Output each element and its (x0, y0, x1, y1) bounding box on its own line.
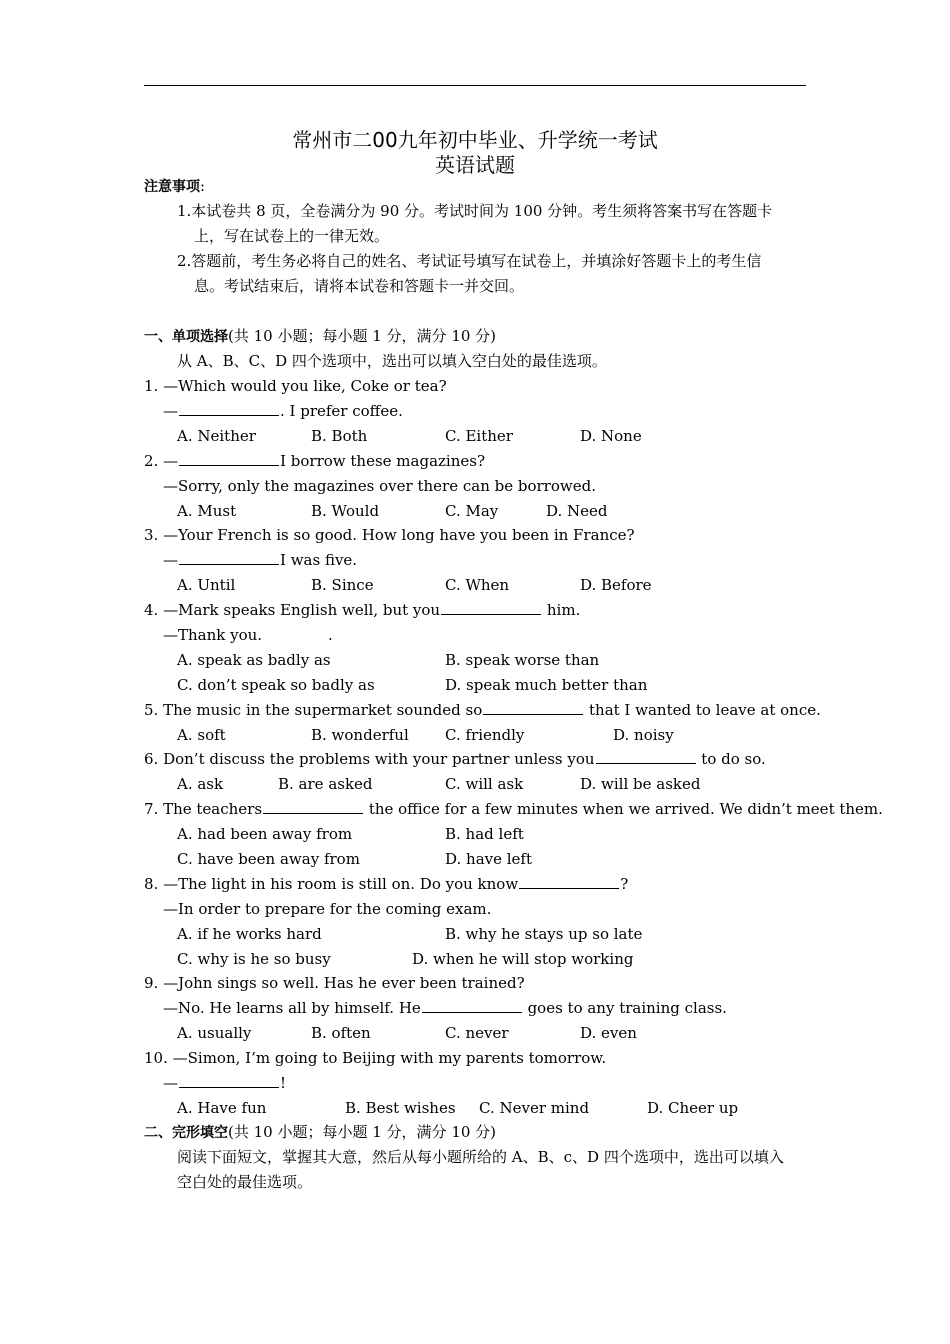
q3-response-text: I was five. (280, 551, 358, 569)
section2-heading (144, 1122, 496, 1143)
section1-heading (144, 326, 496, 347)
q4-option-c: C. don’t speak so badly as (177, 676, 375, 694)
q2-stem (144, 451, 485, 471)
exam-subtitle: 英语试题 (435, 153, 515, 177)
section1-note: (共 10 小题；每小题 1 分，满分 10 分) (228, 327, 497, 345)
q6-stem (144, 749, 766, 769)
q4-option-a: A. speak as badly as (177, 651, 331, 669)
q8-stem-text: 8. —The light in his room is still on. Do you know (144, 875, 519, 893)
q2-option-a: A. Must (177, 502, 237, 520)
q9-option-d: D. even (580, 1024, 637, 1042)
q9-response (163, 998, 727, 1018)
q7-option-c: C. have been away from (177, 850, 360, 868)
q3-stem: 3. —Your French is so good. How long have you been in France? (144, 526, 635, 544)
q1-option-c: C. Either (445, 427, 513, 445)
q3-dash: — (163, 551, 178, 569)
q1-blank (179, 401, 279, 416)
section2-note: (共 10 小题；每小题 1 分，满分 10 分) (228, 1123, 497, 1141)
q4-blank (441, 600, 541, 615)
q9-response-text: —No. He learns all by himself. He (163, 999, 421, 1017)
q4-stem-text: 4. —Mark speaks English well, but you (144, 601, 441, 619)
q2-stem-text: I borrow these magazines? (280, 452, 485, 470)
q8-stem-end: ? (620, 875, 629, 893)
q8-stem (144, 874, 628, 894)
q8-option-a: A. if he works hard (177, 925, 322, 943)
q9-option-b: B. often (311, 1024, 371, 1042)
q4-stem (144, 600, 580, 620)
q7-blank (263, 799, 363, 814)
section1-instruction: 从 A、B、C、D 四个选项中，选出可以填入空白处的最佳选项。 (177, 352, 607, 370)
q5-stem-text: 5. The music in the supermarket sounded so (144, 701, 483, 719)
q4-option-d: D. speak much better than (445, 676, 648, 694)
q1-dash: — (163, 402, 178, 420)
q10-response-end: ! (280, 1074, 287, 1092)
q1-response-text: . I prefer coffee. (280, 402, 403, 420)
notice-colon: : (200, 177, 206, 195)
q2-option-c: C. May (445, 502, 499, 520)
section1-title: 一、单项选择 (144, 329, 228, 345)
q5-option-b: B. wonderful (311, 726, 409, 744)
q5-blank (483, 700, 583, 715)
q2-blank (179, 451, 279, 466)
q10-stem: 10. —Simon, I’m going to Beijing with my parents tomorrow. (144, 1049, 607, 1067)
q3-blank (179, 550, 279, 565)
q6-option-d: D. will be asked (580, 775, 701, 793)
q8-option-c: C. why is he so busy (177, 950, 331, 968)
q2-option-d: D. Need (546, 502, 608, 520)
q8-blank (519, 874, 619, 889)
q6-stem-text: 6. Don’t discuss the problems with your partner unless you (144, 750, 595, 768)
q1-stem: 1. —Which would you like, Coke or tea? (144, 377, 447, 395)
q1-option-a: A. Neither (177, 427, 256, 445)
q6-stem-end: to do so. (696, 750, 766, 768)
notice-item1-line1: 1.本试卷共 8 页，全卷满分为 90 分。考试时间为 100 分钟。考生须将答案书写在答题卡 (177, 202, 773, 220)
q9-option-c: C. never (445, 1024, 509, 1042)
q10-response (163, 1073, 286, 1093)
q1-response (163, 401, 403, 421)
q5-stem (144, 700, 821, 720)
q4-option-b: B. speak worse than (445, 651, 600, 669)
q7-stem-text: 7. The teachers (144, 800, 263, 818)
q6-option-a: A. ask (177, 775, 224, 793)
q6-blank (596, 749, 696, 764)
q8-response: —In order to prepare for the coming exam. (163, 900, 492, 918)
q6-option-b: B. are asked (278, 775, 373, 793)
q7-stem (144, 799, 883, 819)
section2-instruction-line1: 阅读下面短文，掌握其大意，然后从每小题所给的 A、B、c、D 四个选项中，选出可以填入 (177, 1148, 784, 1166)
q4-response-dot: . (328, 626, 333, 644)
q10-option-d: D. Cheer up (647, 1099, 739, 1117)
q5-option-d: D. noisy (613, 726, 674, 744)
q4-response: —Thank you. (163, 626, 263, 644)
q8-option-b: B. why he stays up so late (445, 925, 643, 943)
q5-option-c: C. friendly (445, 726, 525, 744)
q9-blank (422, 998, 522, 1013)
q6-option-c: C. will ask (445, 775, 524, 793)
section2-title: 二、完形填空 (144, 1125, 228, 1141)
q7-option-a: A. had been away from (177, 825, 353, 843)
q4-stem-end: him. (542, 601, 581, 619)
q3-option-c: C. When (445, 576, 510, 594)
q5-stem-end: that I wanted to leave at once. (584, 701, 821, 719)
exam-title: 常州市二00九年初中毕业、升学统一考试 (292, 128, 658, 152)
q10-option-b: B. Best wishes (345, 1099, 456, 1117)
notice-item2-line1: 2.答题前，考生务必将自己的姓名、考试证号填写在试卷上，并填涂好答题卡上的考生信 (177, 252, 762, 270)
q1-option-b: B. Both (311, 427, 368, 445)
q5-option-a: A. soft (177, 726, 226, 744)
q10-dash: — (163, 1074, 178, 1092)
q2-option-b: B. Would (311, 502, 380, 520)
section2-instruction-line2: 空白处的最佳选项。 (177, 1173, 313, 1191)
q10-blank (179, 1073, 279, 1088)
q3-option-d: D. Before (580, 576, 652, 594)
q9-stem: 9. —John sings so well. Has he ever been trained? (144, 974, 525, 992)
q9-option-a: A. usually (177, 1024, 252, 1042)
notice-heading (144, 176, 205, 197)
notice-item2-line2: 息。考试结束后，请将本试卷和答题卡一并交回。 (194, 277, 525, 295)
q7-stem-end: the office for a few minutes when we arrived. We didn’t meet them. (364, 800, 883, 818)
q3-option-a: A. Until (177, 576, 236, 594)
q8-option-d: D. when he will stop working (412, 950, 634, 968)
q1-option-d: D. None (580, 427, 642, 445)
q7-option-b: B. had left (445, 825, 524, 843)
q10-option-c: C. Never mind (479, 1099, 590, 1117)
q10-option-a: A. Have fun (177, 1099, 267, 1117)
notice-item1-line2: 上，写在试卷上的一律无效。 (194, 227, 390, 245)
q2-response: —Sorry, only the magazines over there can be borrowed. (163, 477, 596, 495)
q2-number: 2. — (144, 452, 179, 470)
header-rule (144, 85, 806, 86)
q9-response-end: goes to any training class. (522, 999, 727, 1017)
notice-label: 注意事项 (144, 179, 200, 195)
q3-response (163, 550, 357, 570)
q3-option-b: B. Since (311, 576, 374, 594)
q7-option-d: D. have left (445, 850, 533, 868)
